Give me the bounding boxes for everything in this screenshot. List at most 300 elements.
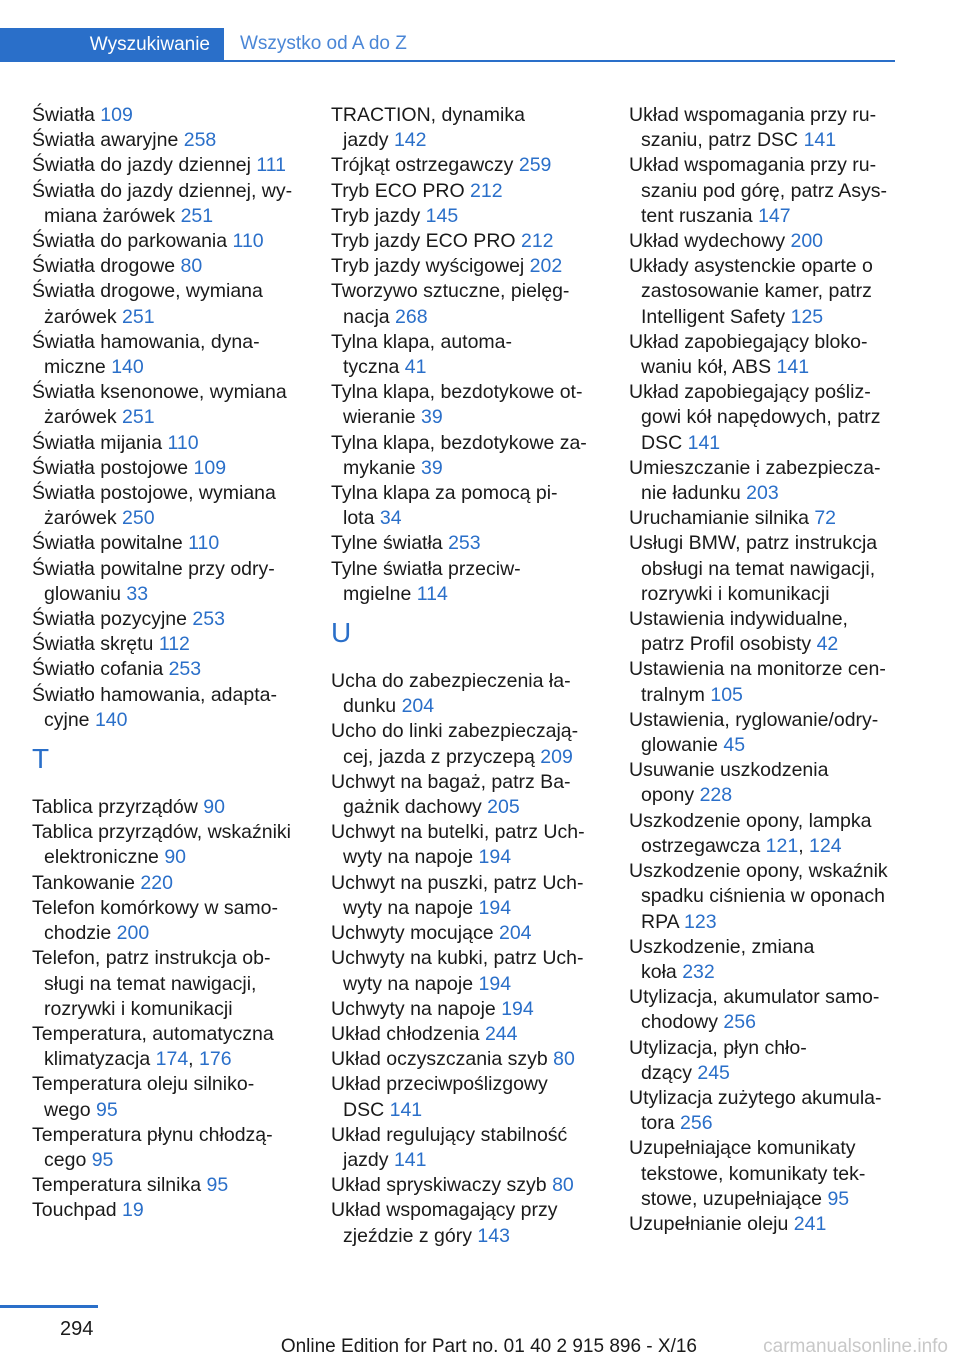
index-entry-text: Tryb jazdy ECO PRO [331, 230, 521, 253]
index-entry [629, 1036, 899, 1086]
index-entry-line [331, 506, 611, 531]
page-link[interactable]: 256 [680, 1112, 713, 1135]
index-entry-text: Uszkodzenie opony, wskaźnik [629, 860, 888, 883]
index-letter-heading: T [32, 743, 50, 775]
page-link[interactable]: 141 [389, 1098, 423, 1121]
index-entry-text: gażnik dachowy [343, 796, 488, 819]
page-link[interactable]: 80 [180, 255, 203, 278]
page-link[interactable]: 105 [710, 683, 743, 706]
index-entry-line [32, 582, 312, 607]
index-column-2 [331, 103, 611, 1249]
index-entry-text: koła [641, 960, 683, 983]
index-entry [629, 607, 899, 657]
index-entry-text: Ucho do linki zabezpieczają‐ [331, 720, 579, 743]
index-entry [32, 1072, 312, 1122]
page-link[interactable]: 251 [180, 204, 214, 227]
index-entry-line [331, 921, 611, 946]
index-entry-text: Tylne światła [331, 532, 449, 555]
index-entry [331, 997, 611, 1022]
index-entry-text: spadku ciśnienia w oponach [641, 885, 885, 908]
index-entry [331, 557, 611, 607]
page-link[interactable]: 34 [379, 507, 402, 530]
index-entry-line [331, 1173, 611, 1198]
page-link[interactable]: 220 [140, 871, 173, 894]
index-entry-line [331, 997, 611, 1022]
index-entry-line [331, 1072, 611, 1097]
index-entry [629, 1212, 899, 1237]
index-entry-text: Układ wydechowy [629, 230, 791, 253]
page-link[interactable]: 141 [776, 356, 810, 379]
page-link[interactable]: 80 [553, 1048, 575, 1071]
page-link[interactable]: 111 [256, 154, 287, 177]
page-link[interactable]: 256 [723, 1011, 756, 1034]
index-entry [629, 708, 899, 758]
index-entry-line [32, 557, 312, 582]
index-entry [331, 719, 611, 769]
index-entry-text: obsługi na temat nawigacji, [641, 557, 876, 580]
page-link[interactable]: 72 [814, 507, 837, 530]
index-entry [331, 669, 611, 719]
index-entry-text: patrz Profil osobisty [641, 633, 817, 656]
index-entry-line [331, 745, 611, 770]
index-entry-text: Umieszczanie i zabezpiecza‐ [629, 456, 881, 479]
index-entry-text: Światła postojowe, wymiana [32, 482, 276, 505]
page-link[interactable]: 232 [682, 960, 715, 983]
page-link[interactable]: 212 [470, 179, 503, 202]
index-column-3 [629, 103, 899, 1237]
index-entry-line [629, 1136, 899, 1161]
index-entry-text: Światła postojowe [32, 456, 194, 479]
index-entry-line [629, 1111, 899, 1136]
page-link[interactable]: 259 [518, 154, 552, 177]
page-link[interactable]: 203 [746, 482, 779, 505]
index-entry [331, 204, 611, 229]
index-entry-line [331, 103, 611, 128]
page-link[interactable]: 241 [793, 1212, 827, 1235]
index-entry-line [629, 305, 899, 330]
edition-note: Online Edition for Part no. 01 40 2 915 896 - X/16 [280, 1336, 697, 1357]
index-entry-text: TRACTION, dynamika [331, 104, 525, 126]
page-link[interactable]: 204 [498, 922, 532, 945]
index-entry-line [32, 871, 312, 896]
page-link[interactable]: 41 [404, 356, 427, 379]
index-entry-text: RPA [641, 910, 684, 933]
index-entry-text: Układ wspomagający przy [331, 1199, 558, 1222]
index-entry-line [32, 279, 312, 304]
index-entry [629, 254, 899, 330]
index-entry-text: Układ wspomagania przy ru‐ [629, 154, 877, 177]
page-link[interactable]: 202 [529, 255, 563, 278]
page-link[interactable]: 200 [790, 230, 824, 253]
index-entry-text: Światło cofania [32, 658, 169, 681]
index-entry [629, 809, 899, 859]
index-entry-text: Uruchamianie silnika [629, 507, 815, 530]
index-entry [331, 153, 611, 178]
index-entry-line [629, 1010, 899, 1035]
index-entry-line [32, 431, 312, 456]
page-link[interactable]: 42 [816, 633, 839, 656]
index-entry [629, 506, 899, 531]
index-entry-text: Światła drogowe, wymiana [32, 280, 263, 303]
index-entry [32, 632, 312, 657]
page-link[interactable]: 194 [478, 896, 512, 919]
page-link[interactable]: 95 [827, 1187, 850, 1210]
page-link[interactable]: 253 [448, 532, 481, 555]
index-entry-line [629, 405, 899, 430]
index-entry [32, 607, 312, 632]
page-link[interactable]: 228 [699, 784, 733, 807]
index-entry-line [331, 1022, 611, 1047]
index-entry-line [32, 531, 312, 556]
page-header [0, 28, 960, 62]
index-entry-text: Światła pozycyjne [32, 608, 193, 631]
index-entry-line [32, 254, 312, 279]
page-link[interactable]: 251 [122, 305, 155, 328]
index-entry-line [331, 1198, 611, 1223]
index-entry-text: elektroniczne [44, 846, 165, 869]
index-entry [32, 128, 312, 153]
page-link[interactable]: 147 [758, 204, 791, 227]
index-entry [32, 431, 312, 456]
index-entry-line [32, 506, 312, 531]
page-link[interactable]: 245 [697, 1061, 730, 1084]
page-link[interactable]: 39 [421, 456, 443, 479]
index-entry-text: Tworzywo sztuczne, pielęg‐ [331, 280, 570, 303]
index-entry-text: tekstowe, komunikaty tek‐ [641, 1162, 866, 1185]
page-link[interactable]: 110 [232, 230, 264, 253]
index-entry [331, 1123, 611, 1173]
page-link[interactable]: 194 [478, 972, 512, 995]
index-entry-text: Układ zapobiegający bloko‐ [629, 330, 868, 353]
page-link[interactable]: 145 [425, 204, 459, 227]
page-link[interactable]: 258 [183, 129, 217, 152]
page-link[interactable]: 141 [803, 129, 837, 152]
index-entry-line [331, 1148, 611, 1173]
index-entry-line: ostrzegawcza 121, 124 [641, 834, 842, 857]
page-link[interactable]: 45 [723, 734, 746, 757]
index-entry-line [629, 733, 899, 758]
index-entry-line [32, 657, 312, 682]
index-entry-line [32, 632, 312, 657]
tab-a-to-z[interactable]: Wszystko od A do Z [240, 33, 407, 54]
page-link[interactable]: 95 [91, 1148, 114, 1171]
index-entry-text: dunku [343, 695, 402, 718]
page-link[interactable]: 109 [193, 456, 227, 479]
index-entry-line [629, 910, 899, 935]
index-entry-line [32, 997, 312, 1022]
tab-search[interactable]: Wyszukiwanie [0, 28, 224, 62]
page-link[interactable]: 33 [126, 582, 149, 605]
page-link[interactable]: 204 [401, 695, 435, 718]
index-entry [32, 229, 312, 254]
index-entry-line [629, 330, 899, 355]
index-entry-line [629, 557, 899, 582]
index-entry-line [331, 279, 611, 304]
index-entry-line [629, 254, 899, 279]
index-entry-line [32, 153, 312, 178]
index-entry-text: glowanie [641, 734, 724, 757]
index-entry-line [331, 896, 611, 921]
index-entry-text: Uchwyty na kubki, patrz Uch‐ [331, 947, 584, 970]
index-entry-line [331, 820, 611, 845]
page-link[interactable]: 141 [687, 431, 721, 454]
page-link[interactable]: 112 [158, 633, 190, 656]
index-entry-text: Tryb jazdy [331, 204, 426, 227]
page-link[interactable]: 194 [501, 997, 534, 1020]
index-entry-text: żarówek [44, 406, 123, 429]
index-entry-text: Ustawienia indywidualne, [629, 608, 848, 631]
index-entry-text: Uchwyty na napoje [331, 997, 502, 1020]
index-entry [32, 279, 312, 329]
index-entry-text: Układ przeciwpoślizgowy [331, 1073, 548, 1096]
index-entry [32, 531, 312, 556]
index-entry-line [331, 128, 611, 153]
index-entry-text: Układ chłodzenia [331, 1022, 485, 1045]
page-link[interactable]: 253 [192, 608, 225, 631]
index-entry [331, 946, 611, 996]
index-entry [331, 254, 611, 279]
index-entry [331, 1198, 611, 1248]
index-entry-text: Telefon komórkowy w samo‐ [32, 896, 278, 919]
index-entry-line [629, 456, 899, 481]
index-entry-line [629, 960, 899, 985]
index-entry-text: jazdy [343, 129, 394, 152]
index-entry-text: Uszkodzenie opony, lampka [629, 809, 872, 832]
index-entry-line [629, 935, 899, 960]
index-entry-text: Uchwyty mocujące [331, 922, 499, 945]
index-entry-text: Uchwyt na bagaż, patrz Ba‐ [331, 770, 571, 793]
index-entry-line [32, 204, 312, 229]
index-entry-text: Układy asystenckie oparte o [629, 255, 873, 278]
index-entry-text: gowi kół napędowych, patrz [641, 406, 881, 429]
index-entry-text: Światła do jazdy dziennej [32, 154, 257, 177]
index-entry-line [32, 103, 312, 128]
index-entry [331, 481, 611, 531]
page-link[interactable]: 253 [168, 658, 202, 681]
page-link[interactable]: 141 [393, 1148, 427, 1171]
page-link[interactable]: 39 [421, 406, 443, 429]
page-link[interactable]: 109 [100, 104, 133, 126]
page-link[interactable]: 244 [484, 1022, 518, 1045]
index-entry-text: Trójkąt ostrzegawczy [331, 154, 519, 177]
index-entry-text: Układ wspomagania przy ru‐ [629, 104, 877, 126]
index-entry-text: Układ zapobiegający pośliz‐ [629, 381, 871, 404]
page-link[interactable]: 251 [122, 406, 155, 429]
index-entry-line [32, 820, 312, 845]
index-entry-line [331, 719, 611, 744]
index-entry-text: wieranie [343, 406, 422, 429]
index-entry-line [629, 481, 899, 506]
index-entry-line [629, 632, 899, 657]
page-link[interactable]: 121 [765, 834, 799, 857]
index-entry-line [331, 1123, 611, 1148]
index-entry-text: tora [641, 1112, 681, 1135]
index-entry-text: mykanie [343, 456, 422, 479]
page-link[interactable]: 200 [116, 922, 150, 945]
index-entry [32, 657, 312, 682]
index-entry-text: Ustawienia, ryglowanie/odry‐ [629, 708, 879, 731]
index-entry-text: Temperatura, automatyczna [32, 1022, 274, 1045]
index-entry [32, 456, 312, 481]
page-link[interactable]: 110 [167, 431, 199, 454]
index-entry [331, 531, 611, 556]
index-entry [32, 683, 312, 733]
index-entry-line [32, 1072, 312, 1097]
index-entry-line [331, 305, 611, 330]
index-entry-text: Tylna klapa, bezdotykowe ot‐ [331, 381, 583, 404]
index-entry-line [32, 1098, 312, 1123]
page-link[interactable]: 80 [552, 1174, 574, 1197]
page-link[interactable]: 142 [393, 129, 427, 152]
page-number: 294 [60, 1318, 94, 1340]
index-entry [629, 985, 899, 1035]
index-entry-line [32, 179, 312, 204]
index-entry [629, 380, 899, 456]
index-entry-line [629, 153, 899, 178]
index-entry-line [32, 1173, 312, 1198]
index-entry-line [629, 229, 899, 254]
index-entry [331, 330, 611, 380]
index-entry-line [32, 921, 312, 946]
index-entry-line [331, 153, 611, 178]
index-entry-line [331, 380, 611, 405]
page-link[interactable]: 124 [809, 834, 842, 857]
index-entry [32, 153, 312, 178]
index-entry-line [32, 481, 312, 506]
index-entry-line [629, 204, 899, 229]
page-link[interactable]: 268 [395, 305, 428, 328]
index-entry-line [32, 896, 312, 921]
index-entry-line [32, 229, 312, 254]
index-entry-text: Układ regulujący stabilność [331, 1123, 568, 1146]
index-entry [629, 859, 899, 935]
index-entry-text: Temperatura płynu chłodzą‐ [32, 1123, 273, 1146]
index-entry-text: Światło hamowania, adapta‐ [32, 683, 277, 706]
index-entry-line [32, 1123, 312, 1148]
index-entry-line [331, 871, 611, 896]
index-entry [32, 330, 312, 380]
index-entry [331, 1072, 611, 1122]
index-entry [629, 153, 899, 229]
index-entry [629, 103, 899, 153]
index-entry-text: sługi na temat nawigacji, [44, 972, 257, 995]
index-entry-text: ostrzegawcza [641, 834, 766, 857]
index-entry-line [331, 770, 611, 795]
index-entry-line [331, 669, 611, 694]
index-entry-line [629, 683, 899, 708]
index-entry-text: Światła [32, 104, 101, 126]
page-link[interactable]: 140 [94, 708, 128, 731]
index-entry [32, 254, 312, 279]
index-entry-line [629, 531, 899, 556]
index-entry-text: nacja [343, 305, 396, 328]
page-link[interactable]: 90 [203, 796, 225, 819]
index-entry [32, 1198, 312, 1223]
footer-rule [0, 1305, 98, 1308]
index-entry [629, 758, 899, 808]
index-entry-line [629, 607, 899, 632]
index-entry-text: lota [343, 507, 380, 530]
index-entry-text: waniu kół, ABS [641, 356, 777, 379]
index-entry-text: chodzie [44, 922, 117, 945]
page-link[interactable]: 95 [96, 1098, 118, 1121]
index-entry-text: Światła drogowe [32, 255, 181, 278]
index-entry-text: Temperatura oleju silniko‐ [32, 1073, 255, 1096]
index-entry-line [331, 946, 611, 971]
index-entry-line [331, 355, 611, 380]
page-link[interactable]: 125 [790, 305, 824, 328]
page-link[interactable]: 143 [477, 1224, 510, 1247]
index-entry-line [32, 405, 312, 430]
index-entry-line [629, 506, 899, 531]
page-link[interactable]: 209 [540, 745, 573, 768]
index-entry [629, 456, 899, 506]
index-entry-text: dzący [641, 1061, 698, 1084]
index-entry [32, 481, 312, 531]
index-entry-line [32, 708, 312, 733]
index-entry-text: DSC [641, 431, 688, 454]
index-entry-text: Utylizacja, płyn chło‐ [629, 1036, 807, 1059]
index-entry-line [331, 254, 611, 279]
index-entry [331, 770, 611, 820]
index-entry-line [331, 845, 611, 870]
index-entry-text: chodowy [641, 1011, 724, 1034]
page-link[interactable]: 90 [164, 846, 187, 869]
page-link[interactable]: 95 [206, 1174, 229, 1197]
index-entry-text: Uszkodzenie, zmiana [629, 935, 815, 958]
index-entry-text: Światła powitalne [32, 532, 189, 555]
index-entry-text: wyty na napoje [343, 846, 479, 869]
page-link[interactable]: 110 [188, 532, 220, 555]
index-entry-line [629, 783, 899, 808]
page-link[interactable]: 205 [487, 796, 520, 819]
page-link[interactable]: 140 [111, 356, 144, 379]
index-entry [331, 921, 611, 946]
index-entry [32, 946, 312, 1022]
index-entry-line [331, 456, 611, 481]
page-link[interactable]: 123 [684, 910, 717, 933]
index-entry-text: Światła hamowania, dyna‐ [32, 330, 260, 353]
index-entry-text: DSC [343, 1098, 390, 1121]
index-entry [629, 1086, 899, 1136]
index-entry [331, 179, 611, 204]
index-entry-text: stowe, uzupełniające [641, 1187, 828, 1210]
index-entry-line [629, 1187, 899, 1212]
index-entry-text: glowaniu [44, 582, 127, 605]
page-link[interactable]: 19 [122, 1199, 144, 1222]
index-entry-text: cyjne [44, 708, 95, 731]
page-link[interactable]: 176 [199, 1048, 232, 1071]
index-entry-line [629, 355, 899, 380]
page-link[interactable]: 212 [520, 230, 554, 253]
index-entry-text: szaniu pod górę, patrz Asys‐ [641, 179, 888, 202]
page-link[interactable]: 114 [416, 582, 448, 605]
page-link[interactable]: 194 [478, 846, 512, 869]
index-entry-line [331, 557, 611, 582]
index-entry-line [629, 809, 899, 834]
index-entry-line [629, 758, 899, 783]
index-entry-line [629, 380, 899, 405]
index-entry [331, 279, 611, 329]
index-column-1 [32, 103, 312, 1224]
index-entry-text: Utylizacja, akumulator samo‐ [629, 986, 880, 1009]
page-link[interactable]: 174 [155, 1048, 189, 1071]
index-entry-text: Telefon, patrz instrukcja ob‐ [32, 947, 271, 970]
index-entry [331, 1173, 611, 1198]
index-entry-line [331, 431, 611, 456]
page-link[interactable]: 250 [122, 507, 155, 530]
index-entry [32, 380, 312, 430]
